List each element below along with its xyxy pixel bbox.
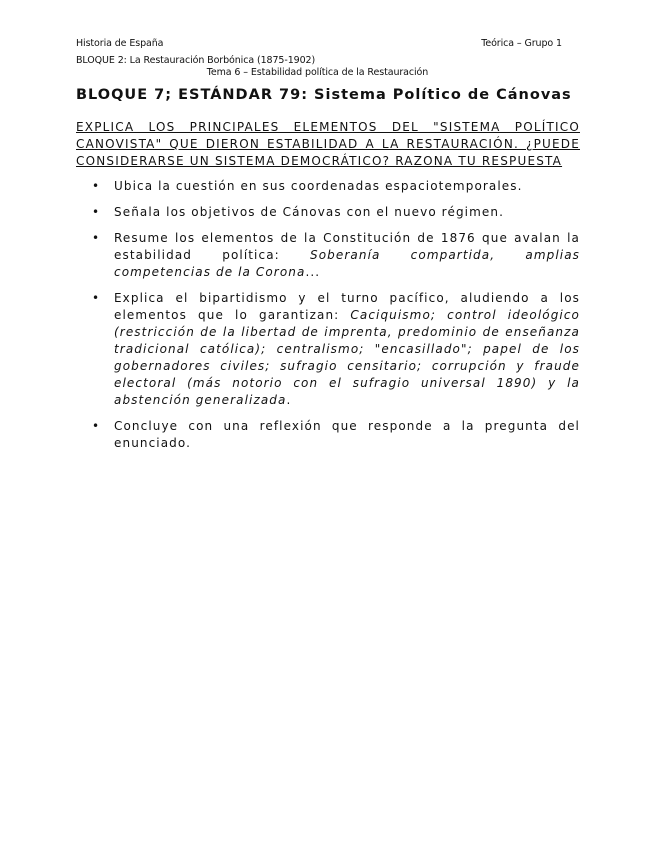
item-italic: Soberanía compartida, amplias competencias de la Corona bbox=[114, 248, 580, 279]
header-bloque: BLOQUE 2: La Restauración Borbónica (1875-1902) bbox=[76, 55, 316, 66]
item-text: Explica el bipartidismo y el turno pacífico, aludiendo a los elementos que lo garantizan: bbox=[114, 291, 580, 322]
item-text: Resume los elementos de la Constitución de 1876 que avalan la estabilidad política: bbox=[114, 231, 580, 262]
page-title: BLOQUE 7; ESTÁNDAR 79: Sistema Político de Cánovas bbox=[76, 87, 572, 103]
question-statement: EXPLICA LOS PRINCIPALES ELEMENTOS DEL "SISTEMA POLÍTICO CANOVISTA" QUE DIERON ESTABILIDAD A LA RESTAURACIÓN. ¿PUEDE CONSIDERARSE UN SISTEMA DEMOCRÁTICO? RAZONA TU RESPUESTA bbox=[76, 120, 580, 168]
header-tema: Tema 6 – Estabilidad política de la Restauración bbox=[206, 67, 429, 78]
item-tail: . bbox=[286, 393, 292, 407]
item-text: Concluye con una reflexión que responde a la pregunta del enunciado. bbox=[114, 419, 580, 450]
list-item bbox=[76, 290, 580, 409]
item-italic: Caciquismo; control ideológico (restricción de la libertad de imprenta, predominio de enseñanza tradicional católica); centralismo; "encasillado"; papel de los gobernadores civiles; sufragio censitario; corrupción y fraude electoral (más notorio con el sufragio universal 1890) y la abstención generalizada bbox=[114, 308, 581, 407]
list-item bbox=[76, 418, 580, 452]
item-text: Ubica la cuestión en sus coordenadas espaciotemporales. bbox=[114, 179, 523, 193]
instruction-list bbox=[76, 178, 580, 461]
list-item bbox=[76, 204, 580, 221]
item-tail: ... bbox=[305, 265, 321, 279]
header-subject: Historia de España bbox=[76, 38, 164, 49]
header-group: Teórica – Grupo 1 bbox=[481, 38, 562, 49]
list-item bbox=[76, 230, 580, 281]
list-item bbox=[76, 178, 580, 195]
item-text: Señala los objetivos de Cánovas con el nuevo régimen. bbox=[114, 205, 504, 219]
